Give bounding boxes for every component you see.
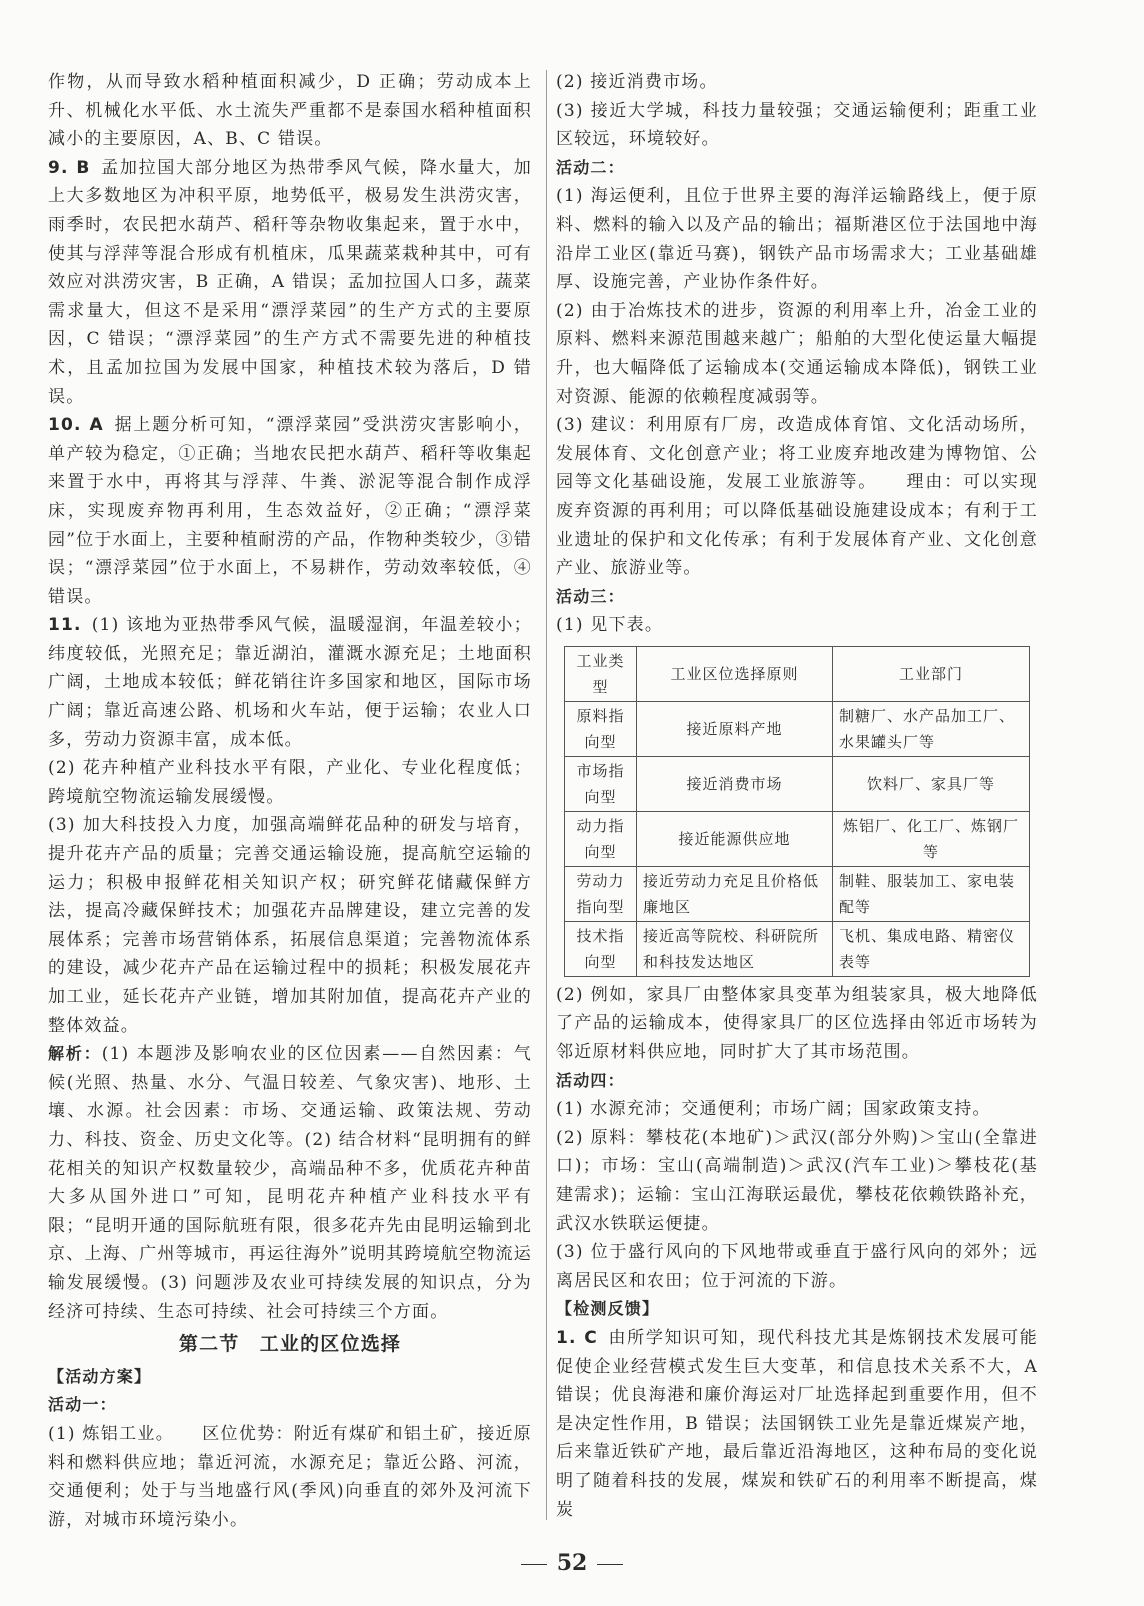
answer-text: 据上题分析可知，“漂浮菜园”受洪涝灾害影响小，单产较为稳定，①正确；当地农民把水葫芦、稻秆等收集起来置于水中，再将其与浮萍、牛粪、淤泥等混合制作成浮床，实现废弃物再利用，生态效益好，②正确；“漂浮菜园”位于水面上，主要种植耐涝的产品，作物种类较少，③错误；“漂浮菜园”位于水面上，不易耕作，劳动效率较低，④错误。 <box>48 415 532 607</box>
heading: 活动三： <box>556 586 625 606</box>
paragraph: (3) 加大科技投入力度，加强高端鲜花品种的研发与培育，提升花卉产品的质量；完善交通运输设施，提高航空运输的运力；积极申报鲜花相关知识产权；研究鲜花储藏保鲜方法，提高冷藏保鲜技术；加强花卉品牌建设，建立完善的发展体系；完善市场营销体系，拓展信息渠道；完善物流体系的建设，减少花卉产品在运输过程中的损耗；积极发展花卉加工业，延长花卉产业链，增加其附加值，提高花卉产业的整体效益。 <box>48 815 532 1036</box>
page-number-text: 52 <box>556 1550 588 1576</box>
left-column <box>48 68 532 1534</box>
heading: 【活动方案】 <box>48 1366 152 1386</box>
answer-9 <box>48 154 532 411</box>
analysis <box>48 1040 532 1326</box>
table-cell: 接近消费市场 <box>637 756 833 811</box>
dash-decoration <box>597 1564 623 1565</box>
feedback-answer-1 <box>556 1324 1038 1524</box>
heading: 活动四： <box>556 1070 625 1090</box>
table-header-row <box>565 646 1030 701</box>
section-title: 第二节 工业的区位选择 <box>178 1333 402 1356</box>
table-row <box>565 756 1030 811</box>
answer-label: 10. A <box>48 415 104 436</box>
table-cell: 饮料厂、家具厂等 <box>833 756 1030 811</box>
answer-text: 孟加拉国大部分地区为热带季风气候，降水量大，加上大多数地区为冲积平原，地势低平，极易发生洪涝灾害，雨季时，农民把水葫芦、稻秆等杂物收集起来，置于水中，使其与浮萍等混合形成有机植床，瓜果蔬菜栽种其中，可有效应对洪涝灾害，B 正确，A 错误；孟加拉国人口多，蔬菜需求量大，但这不是采用“漂浮菜园”的生产方式的主要原因，C 错误；“漂浮菜园”的生产方式不需要先进的种植技术，且孟加拉国为发展中国家，种植技术较为落后，D 错误。 <box>48 157 532 407</box>
table-row <box>565 701 1030 756</box>
answer-11 <box>48 611 532 754</box>
paragraph: (2) 花卉种植产业科技水平有限，产业化、专业化程度低；跨境航空物流运输发展缓慢。 <box>48 758 532 807</box>
table-cell: 炼铝厂、化工厂、炼钢厂等 <box>833 811 1030 866</box>
heading: 活动二： <box>556 157 625 177</box>
paragraph: (1) 见下表。 <box>556 615 664 636</box>
analysis-text: (1) 本题涉及影响农业的区位因素——自然因素：气候(光照、热量、水分、气温日较差、气象灾害)、地形、土壤、水源。社会因素：市场、交通运输、政策法规、劳动力、科技、资金、历史文化等。(2) 结合材料“昆明拥有的鲜花相关的知识产权数量较少，高端品种不多，优质花卉种苗大多从国外进口”可知，昆明花卉种植产业科技水平有限；“昆明开通的国际航班有限，很多花卉先由昆明运输到北京、上海、广州等城市，再运往海外”说明其跨境航空物流运输发展缓慢。(3) 问题涉及农业可持续发展的知识点，分为经济可持续、生态可持续、社会可持续三个方面。 <box>48 1044 533 1322</box>
column-header: 工业区位选择原则 <box>637 646 833 701</box>
paragraph: (1) 炼铝工业。 区位优势：附近有煤矿和铝土矿，接近原料和燃料供应地；靠近河流，水源充足；靠近公路、河流，交通便利；处于与当地盛行风(季风)向垂直的郊外及河流下游，对城市环境污染小。 <box>48 1423 532 1530</box>
table-cell: 接近高等院校、科研院所和科技发达地区 <box>637 921 833 976</box>
table-cell: 接近劳动力充足且价格低廉地区 <box>637 866 833 921</box>
column-header: 工业部门 <box>833 646 1030 701</box>
table-row <box>565 811 1030 866</box>
paragraph: (1) 水源充沛；交通便利；市场广阔；国家政策支持。 <box>556 1099 991 1120</box>
table-row <box>565 921 1030 976</box>
answer-text: (1) 该地为亚热带季风气候，温暖湿润，年温差较小；纬度较低，光照充足；靠近湖泊，灌溉水源充足；土地面积广阔，土地成本较低；鲜花销往许多国家和地区，国际市场广阔；靠近高速公路、机场和火车站，便于运输；农业人口多，劳动力资源丰富，成本低。 <box>48 615 532 750</box>
paragraph: (2) 原料：攀枝花(本地矿)＞武汉(部分外购)＞宝山(全靠进口)；市场：宝山(高端制造)＞武汉(汽车工业)＞攀枝花(基建需求)；运输：宝山江海联运最优，攀枝花依赖铁路补充，武汉水铁联运便捷。 <box>556 1127 1038 1234</box>
table-cell: 劳动力指向型 <box>565 866 637 921</box>
table-cell: 市场指向型 <box>565 756 637 811</box>
column-header: 工业类型 <box>565 646 637 701</box>
heading: 活动一： <box>48 1395 117 1415</box>
paragraph: (2) 接近消费市场。 <box>556 72 718 92</box>
paragraph: (2) 例如，家具厂由整体家具变革为组装家具，极大地降低了产品的运输成本，使得家具厂的区位选择由邻近市场转为邻近原材料供应地，同时扩大了其市场范围。 <box>556 984 1038 1063</box>
paragraph: (3) 接近大学城，科技力量较强；交通运输便利；距重工业区较远，环境较好。 <box>556 100 1038 150</box>
answer-label: 9. B <box>48 157 91 178</box>
paragraph: 作物，从而导致水稻种植面积减少，D 正确；劳动成本上升、机械化水平低、水土流失严重都不是泰国水稻种植面积减小的主要原因，A、B、C 错误。 <box>48 72 532 150</box>
answer-label: 1. C <box>556 1328 598 1348</box>
table-cell: 飞机、集成电路、精密仪表等 <box>833 921 1030 976</box>
table-cell: 技术指向型 <box>565 921 637 976</box>
heading: 【检测反馈】 <box>556 1299 660 1319</box>
answer-text: 由所学知识可知，现代科技尤其是炼钢技术发展可能促使企业经营模式发生巨大变革，和信息技术关系不大，A 错误；优良海港和廉价海运对厂址选择起到重要作用，但不是决定性作用，B 错误；法国钢铁工业先是靠近煤炭产地，后来靠近铁矿产地，最后靠近沿海地区，这种布局的变化说明了随着科技的发展，煤炭和铁矿石的利用率不断提高，煤炭 <box>556 1328 1038 1520</box>
table-cell: 接近能源供应地 <box>637 811 833 866</box>
paragraph: (3) 位于盛行风向的下风地带或垂直于盛行风向的郊外；远离居民区和农田；位于河流的下游。 <box>556 1242 1038 1291</box>
table-cell: 原料指向型 <box>565 701 637 756</box>
paragraph: (2) 由于冶炼技术的进步，资源的利用率上升，冶金工业的原料、燃料来源范围越来越广；船舶的大型化使运量大幅提升，也大幅降低了运输成本(交通运输成本降低)，钢铁工业对资源、能源的依赖程度减弱等。 <box>556 300 1038 407</box>
answer-label: 11. <box>48 615 82 636</box>
page-number <box>0 1550 1144 1576</box>
answer-10 <box>48 411 532 611</box>
industry-location-table <box>564 646 1030 977</box>
analysis-label: 解析： <box>48 1044 102 1064</box>
table-cell: 接近原料产地 <box>637 701 833 756</box>
table-cell: 动力指向型 <box>565 811 637 866</box>
column-divider <box>546 70 547 1520</box>
right-column <box>556 68 1038 1524</box>
table-cell: 制糖厂、水产品加工厂、水果罐头厂等 <box>833 701 1030 756</box>
paragraph: (3) 建议：利用原有厂房，改造成体育馆、文化活动场所，发展体育、文化创意产业；将工业废弃地改建为博物馆、公园等文化基础设施，发展工业旅游等。 理由：可以实现废弃资源的再利用；可以降低基础设施建设成本；有利于工业遗址的保护和文化传承；有利于发展体育产业、文化创意产业、旅游业等。 <box>556 415 1038 579</box>
dash-decoration <box>521 1564 547 1565</box>
table-cell: 制鞋、服装加工、家电装配等 <box>833 866 1030 921</box>
paragraph: (1) 海运便利，且位于世界主要的海洋运输路线上，便于原料、燃料的输入以及产品的输出；福斯港区位于法国地中海沿岸工业区(靠近马赛)，钢铁产品市场需求大；工业基础雄厚、设施完善，产业协作条件好。 <box>556 186 1038 293</box>
table-row <box>565 866 1030 921</box>
